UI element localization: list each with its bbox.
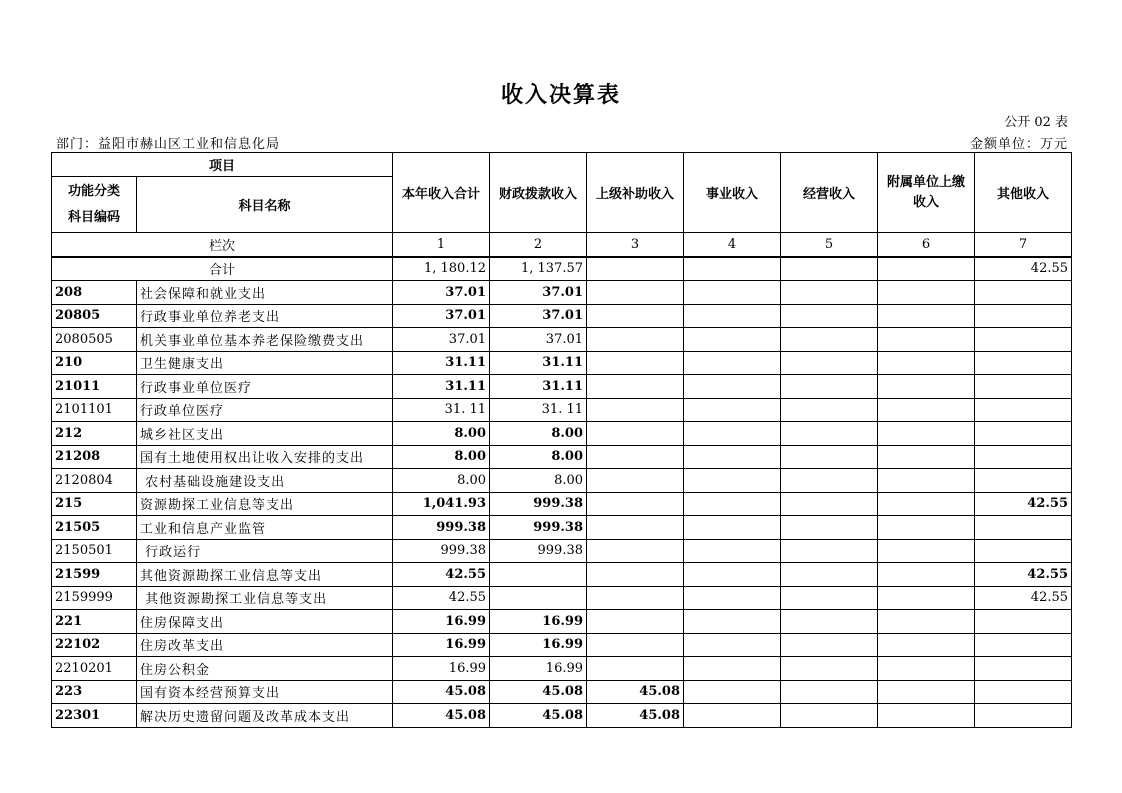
- table-row: [52, 469, 1072, 493]
- amount-cell: [781, 539, 878, 563]
- amount-cell: [587, 586, 684, 610]
- amount-cell: [684, 657, 781, 681]
- amount-cell: [781, 563, 878, 587]
- subject-code: 208: [52, 281, 137, 305]
- subject-code: 215: [52, 492, 137, 516]
- subject-code: 2080505: [52, 328, 137, 352]
- amount-cell: [975, 375, 1072, 399]
- amount-cell: 37.01: [490, 304, 587, 328]
- amount-cell: [975, 516, 1072, 540]
- header-total: 本年收入合计: [393, 153, 490, 233]
- amount-cell: [781, 445, 878, 469]
- subject-name: 国有资本经营预算支出: [137, 680, 393, 704]
- amount-cell: [684, 398, 781, 422]
- subject-code: 21208: [52, 445, 137, 469]
- table-row: [52, 586, 1072, 610]
- amount-cell: [975, 281, 1072, 305]
- amount-cell: [684, 469, 781, 493]
- amount-cell: [684, 375, 781, 399]
- table-row: [52, 563, 1072, 587]
- amount-cell: [684, 422, 781, 446]
- amount-cell: [587, 539, 684, 563]
- amount-cell: [490, 563, 587, 587]
- subject-code: 22102: [52, 633, 137, 657]
- subject-code: 20805: [52, 304, 137, 328]
- amount-cell: 45.08: [587, 704, 684, 728]
- page-title: 收入决算表: [500, 83, 621, 108]
- amount-cell: [975, 657, 1072, 681]
- table-row: [52, 539, 1072, 563]
- column-index: 2: [490, 233, 587, 257]
- amount-cell: [684, 704, 781, 728]
- amount-cell: 999.38: [490, 539, 587, 563]
- amount-cell: [587, 469, 684, 493]
- header-operating: 经营收入: [781, 153, 878, 233]
- amount-cell: [781, 633, 878, 657]
- table-row: [52, 610, 1072, 634]
- subject-code: 221: [52, 610, 137, 634]
- amount-cell: [781, 328, 878, 352]
- header-other: 其他收入: [975, 153, 1072, 233]
- amount-cell: [781, 704, 878, 728]
- subject-name: 其他资源勘探工业信息等支出: [137, 563, 393, 587]
- amount-cell: 45.08: [587, 680, 684, 704]
- total-value: [878, 257, 975, 281]
- subject-name: 行政单位医疗: [137, 398, 393, 422]
- total-value: [781, 257, 878, 281]
- total-value: [587, 257, 684, 281]
- subject-name: 解决历史遗留问题及改革成本支出: [137, 704, 393, 728]
- subject-name: 机关事业单位基本养老保险缴费支出: [137, 328, 393, 352]
- form-number: 公开 02 表: [1004, 115, 1068, 130]
- subject-name: 行政事业单位医疗: [137, 375, 393, 399]
- subject-code: 22301: [52, 704, 137, 728]
- amount-cell: [781, 680, 878, 704]
- amount-cell: 37.01: [393, 304, 490, 328]
- amount-cell: [975, 704, 1072, 728]
- table-row: [52, 375, 1072, 399]
- amount-cell: 16.99: [393, 610, 490, 634]
- amount-cell: [878, 586, 975, 610]
- amount-cell: 16.99: [490, 633, 587, 657]
- amount-cell: [781, 657, 878, 681]
- amount-cell: 999.38: [393, 516, 490, 540]
- amount-cell: [684, 680, 781, 704]
- subject-name: 国有土地使用权出让收入安排的支出: [137, 445, 393, 469]
- subject-name: 资源勘探工业信息等支出: [137, 492, 393, 516]
- amount-cell: [781, 375, 878, 399]
- amount-cell: [684, 563, 781, 587]
- amount-cell: [781, 492, 878, 516]
- amount-cell: [878, 492, 975, 516]
- amount-cell: [878, 469, 975, 493]
- amount-cell: 8.00: [490, 445, 587, 469]
- amount-cell: 37.01: [393, 328, 490, 352]
- income-table: [51, 152, 1072, 728]
- header-superior: 上级补助收入: [587, 153, 684, 233]
- subject-code: 210: [52, 351, 137, 375]
- amount-cell: 42.55: [975, 563, 1072, 587]
- column-index: 5: [781, 233, 878, 257]
- amount-cell: 31.11: [393, 375, 490, 399]
- subject-code: 2210201: [52, 657, 137, 681]
- table-row: [52, 304, 1072, 328]
- header-project: 项目: [52, 153, 393, 177]
- amount-cell: [781, 281, 878, 305]
- subject-name: 住房改革支出: [137, 633, 393, 657]
- amount-cell: [587, 445, 684, 469]
- amount-cell: 45.08: [490, 680, 587, 704]
- amount-cell: [587, 304, 684, 328]
- amount-cell: [781, 304, 878, 328]
- amount-cell: [878, 539, 975, 563]
- amount-cell: 16.99: [490, 610, 587, 634]
- amount-cell: 8.00: [393, 445, 490, 469]
- subject-code: 21011: [52, 375, 137, 399]
- header-business: 事业收入: [684, 153, 781, 233]
- amount-cell: [878, 328, 975, 352]
- amount-cell: [684, 351, 781, 375]
- amount-cell: [781, 422, 878, 446]
- amount-cell: [975, 398, 1072, 422]
- amount-cell: [975, 610, 1072, 634]
- subject-code: 2101101: [52, 398, 137, 422]
- subject-name: 工业和信息产业监管: [137, 516, 393, 540]
- column-index-label: 栏次: [52, 233, 393, 257]
- amount-cell: [878, 610, 975, 634]
- amount-cell: [781, 516, 878, 540]
- amount-cell: 999.38: [393, 539, 490, 563]
- amount-cell: 42.55: [975, 586, 1072, 610]
- subject-name: 其他资源勘探工业信息等支出: [137, 586, 393, 610]
- subject-code: 223: [52, 680, 137, 704]
- subject-name: 行政运行: [137, 539, 393, 563]
- amount-cell: [781, 469, 878, 493]
- amount-cell: 31.11: [490, 351, 587, 375]
- table-row: [52, 633, 1072, 657]
- amount-cell: [878, 351, 975, 375]
- amount-cell: [975, 680, 1072, 704]
- amount-cell: 45.08: [393, 704, 490, 728]
- total-value: 1, 180.12: [393, 257, 490, 281]
- table-row: [52, 492, 1072, 516]
- table-row: [52, 328, 1072, 352]
- amount-cell: 16.99: [393, 657, 490, 681]
- amount-cell: [878, 281, 975, 305]
- amount-cell: [878, 657, 975, 681]
- amount-cell: 37.01: [393, 281, 490, 305]
- subject-name: 卫生健康支出: [137, 351, 393, 375]
- amount-cell: [975, 351, 1072, 375]
- amount-cell: [490, 586, 587, 610]
- amount-cell: 1,041.93: [393, 492, 490, 516]
- amount-cell: [587, 422, 684, 446]
- total-label: 合计: [52, 257, 393, 281]
- amount-cell: [975, 633, 1072, 657]
- amount-cell: [587, 375, 684, 399]
- amount-cell: 31.11: [490, 375, 587, 399]
- amount-cell: [587, 281, 684, 305]
- table-row: [52, 281, 1072, 305]
- amount-cell: 42.55: [393, 563, 490, 587]
- amount-cell: 42.55: [393, 586, 490, 610]
- amount-cell: [684, 516, 781, 540]
- amount-unit-label: 金额单位：万元: [969, 137, 1068, 152]
- table-row: [52, 398, 1072, 422]
- table-row: [52, 445, 1072, 469]
- amount-cell: [587, 351, 684, 375]
- table-row: [52, 680, 1072, 704]
- amount-cell: [684, 445, 781, 469]
- amount-cell: 31.11: [393, 351, 490, 375]
- amount-cell: 999.38: [490, 492, 587, 516]
- amount-cell: 45.08: [490, 704, 587, 728]
- amount-cell: [684, 304, 781, 328]
- subject-name: 城乡社区支出: [137, 422, 393, 446]
- amount-cell: 37.01: [490, 328, 587, 352]
- amount-cell: [587, 633, 684, 657]
- column-index: 7: [975, 233, 1072, 257]
- amount-cell: 999.38: [490, 516, 587, 540]
- subject-code: 2159999: [52, 586, 137, 610]
- header-code: 功能分类科目编码: [52, 177, 137, 233]
- amount-cell: [878, 633, 975, 657]
- amount-cell: [587, 563, 684, 587]
- subject-code: 21599: [52, 563, 137, 587]
- amount-cell: [781, 398, 878, 422]
- amount-cell: [587, 398, 684, 422]
- amount-cell: [878, 375, 975, 399]
- amount-cell: [878, 680, 975, 704]
- table-row: [52, 657, 1072, 681]
- table-row: [52, 516, 1072, 540]
- total-value: 1, 137.57: [490, 257, 587, 281]
- amount-cell: [587, 328, 684, 352]
- amount-cell: 16.99: [393, 633, 490, 657]
- amount-cell: 31. 11: [490, 398, 587, 422]
- subject-name: 农村基础设施建设支出: [137, 469, 393, 493]
- amount-cell: [587, 492, 684, 516]
- total-value: 42.55: [975, 257, 1072, 281]
- amount-cell: [781, 610, 878, 634]
- amount-cell: 31. 11: [393, 398, 490, 422]
- column-index: 6: [878, 233, 975, 257]
- amount-cell: [975, 328, 1072, 352]
- amount-cell: [684, 633, 781, 657]
- table-row: [52, 704, 1072, 728]
- column-index: 1: [393, 233, 490, 257]
- amount-cell: 45.08: [393, 680, 490, 704]
- amount-cell: [587, 516, 684, 540]
- subject-name: 社会保障和就业支出: [137, 281, 393, 305]
- amount-cell: [878, 445, 975, 469]
- subject-name: 行政事业单位养老支出: [137, 304, 393, 328]
- column-index: 3: [587, 233, 684, 257]
- table-row: [52, 351, 1072, 375]
- department-label: 部门：益阳市赫山区工业和信息化局: [56, 137, 281, 152]
- amount-cell: [781, 586, 878, 610]
- column-index: 4: [684, 233, 781, 257]
- amount-cell: 37.01: [490, 281, 587, 305]
- amount-cell: [878, 304, 975, 328]
- subject-name: 住房公积金: [137, 657, 393, 681]
- amount-cell: 16.99: [490, 657, 587, 681]
- amount-cell: 42.55: [975, 492, 1072, 516]
- amount-cell: [684, 586, 781, 610]
- amount-cell: [684, 328, 781, 352]
- amount-cell: [684, 539, 781, 563]
- header-name: 科目名称: [137, 177, 393, 233]
- amount-cell: [684, 281, 781, 305]
- amount-cell: [684, 492, 781, 516]
- subject-code: 2150501: [52, 539, 137, 563]
- amount-cell: [587, 610, 684, 634]
- total-value: [684, 257, 781, 281]
- table-row: [52, 422, 1072, 446]
- amount-cell: 8.00: [490, 422, 587, 446]
- amount-cell: [587, 657, 684, 681]
- amount-cell: [975, 304, 1072, 328]
- header-affiliated: 附属单位上缴收入: [878, 153, 975, 233]
- amount-cell: [878, 422, 975, 446]
- amount-cell: [975, 445, 1072, 469]
- amount-cell: [684, 610, 781, 634]
- amount-cell: [878, 563, 975, 587]
- header-fiscal: 财政拨款收入: [490, 153, 587, 233]
- amount-cell: [878, 398, 975, 422]
- amount-cell: [781, 351, 878, 375]
- amount-cell: [975, 422, 1072, 446]
- subject-code: 2120804: [52, 469, 137, 493]
- amount-cell: 8.00: [490, 469, 587, 493]
- subject-code: 21505: [52, 516, 137, 540]
- amount-cell: 8.00: [393, 469, 490, 493]
- subject-code: 212: [52, 422, 137, 446]
- amount-cell: [975, 539, 1072, 563]
- subject-name: 住房保障支出: [137, 610, 393, 634]
- amount-cell: 8.00: [393, 422, 490, 446]
- amount-cell: [975, 469, 1072, 493]
- amount-cell: [878, 516, 975, 540]
- amount-cell: [878, 704, 975, 728]
